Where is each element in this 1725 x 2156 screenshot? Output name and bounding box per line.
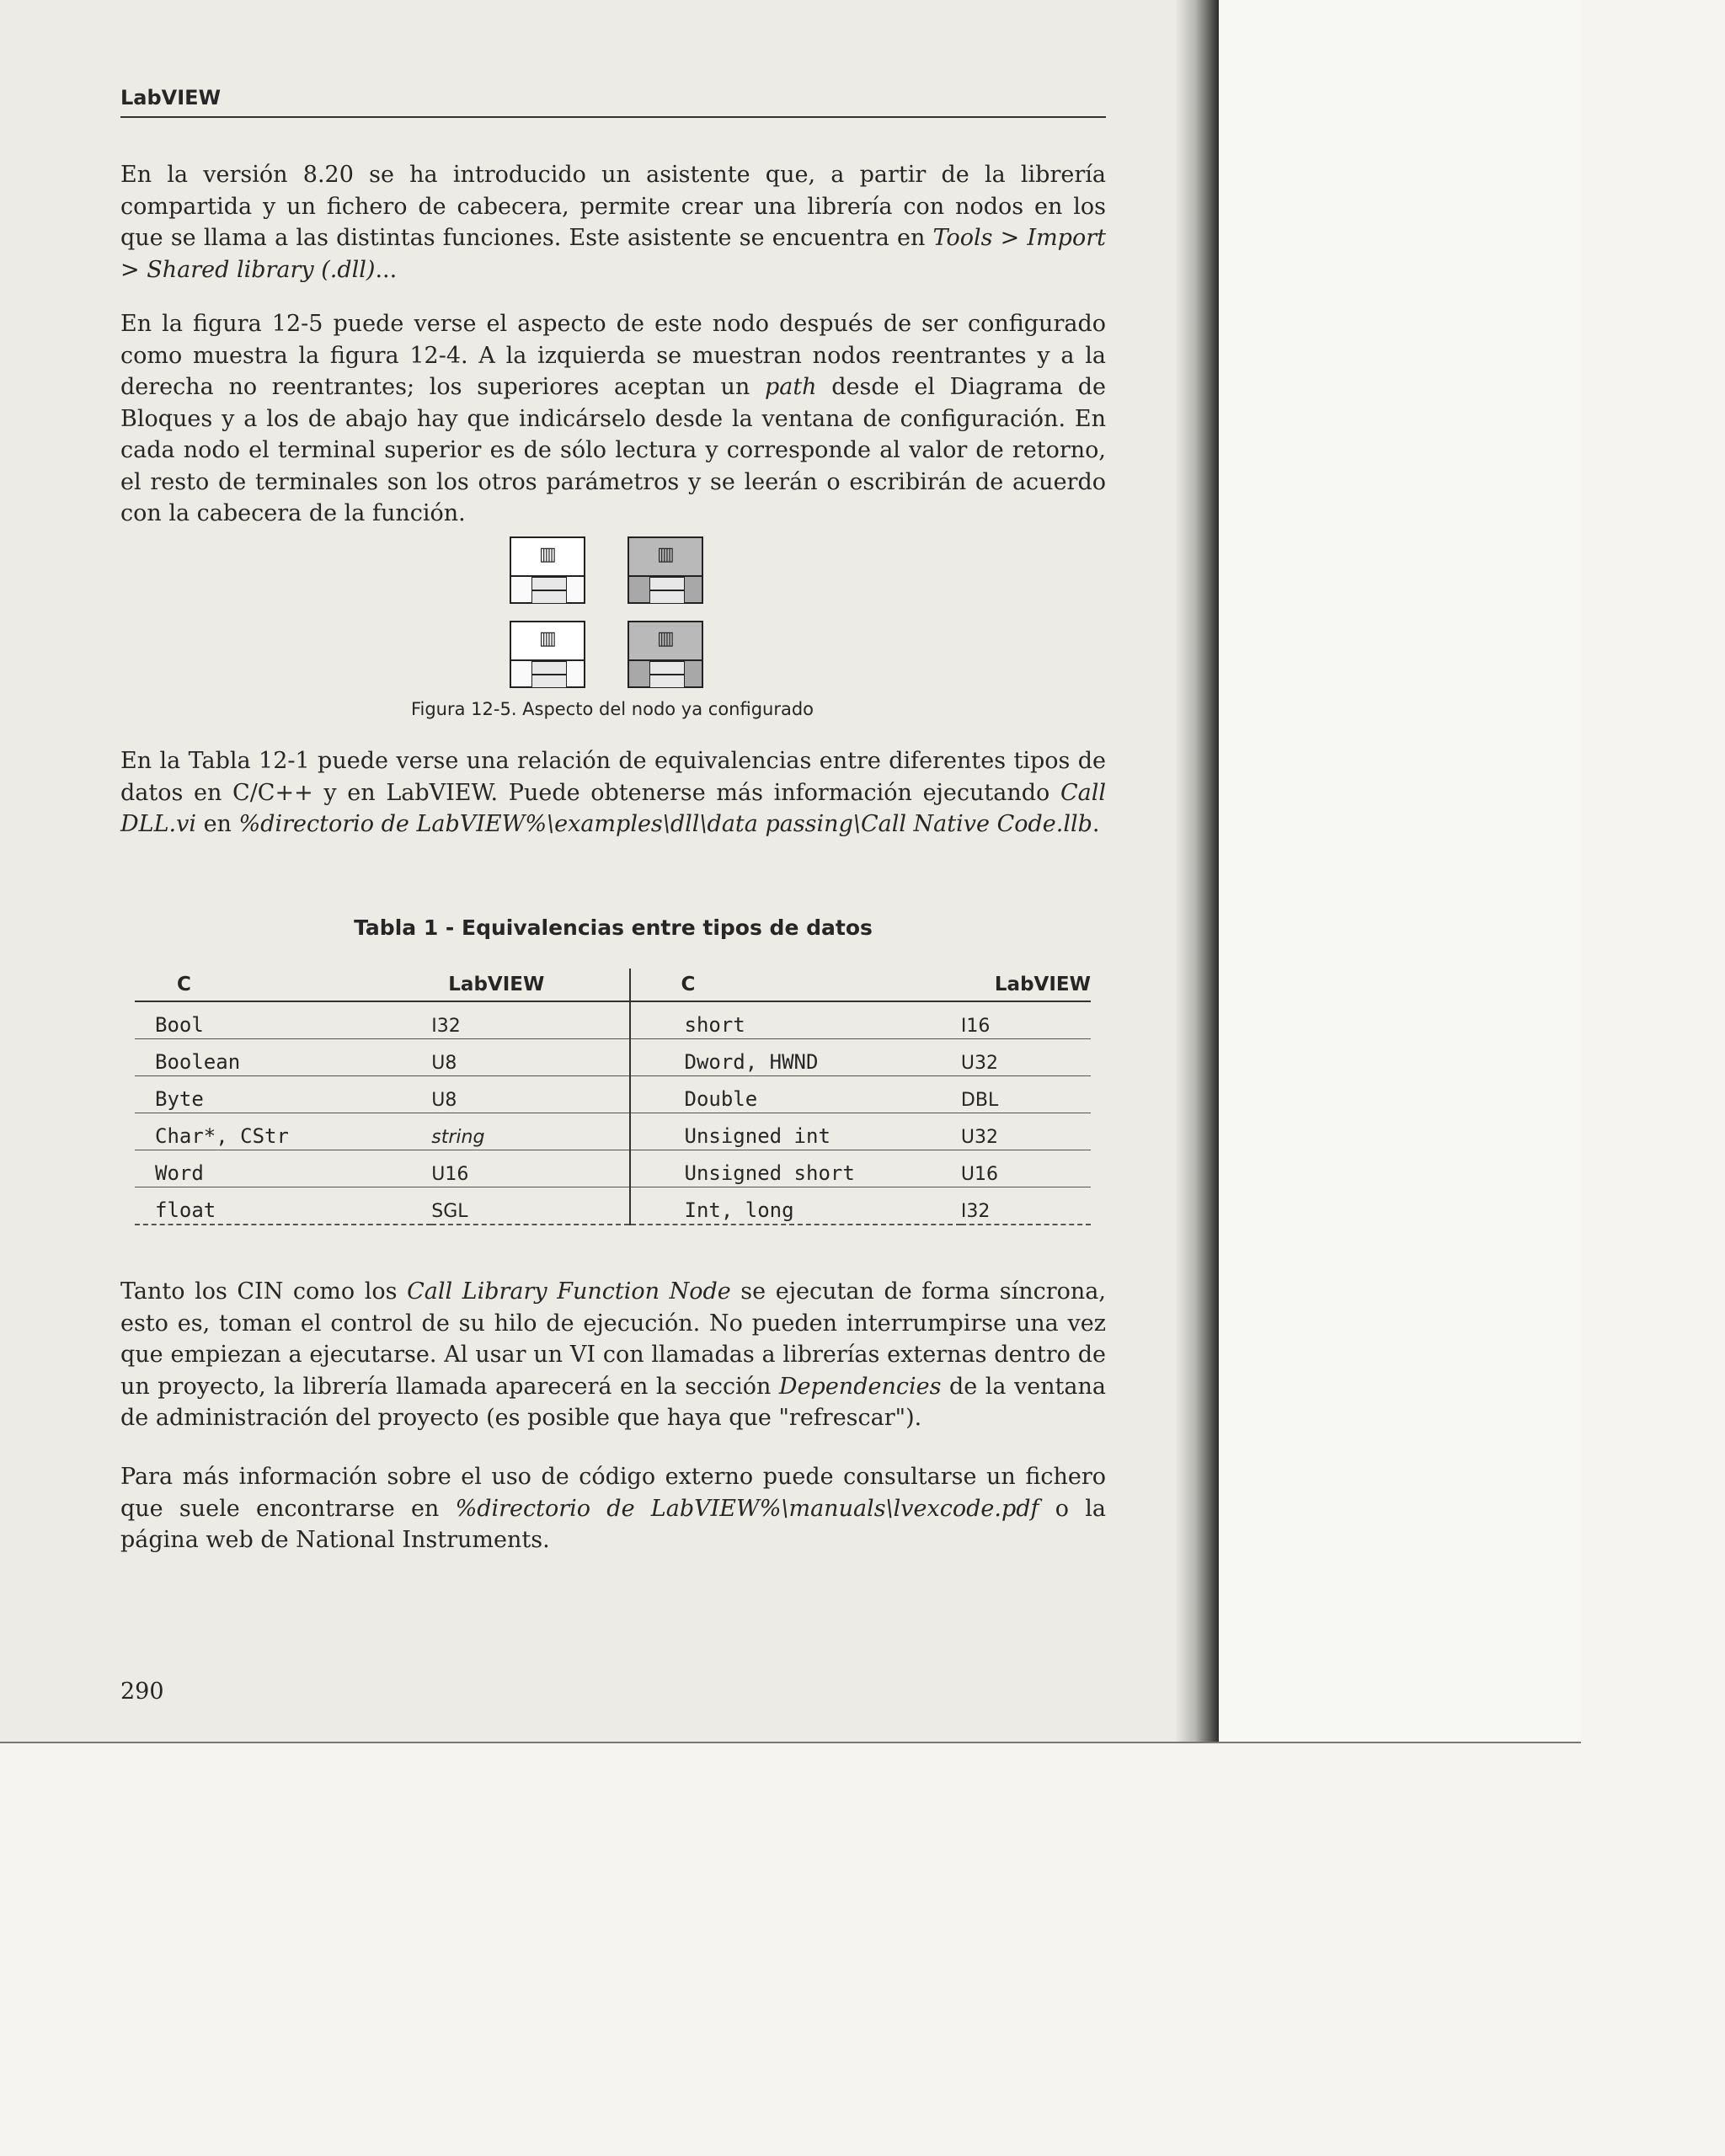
table-row	[135, 1001, 1091, 1039]
table-cell: Dword, HWND	[630, 1039, 961, 1076]
facing-page-edge	[1219, 0, 1581, 1742]
table-cell: Unsigned int	[630, 1113, 961, 1150]
table-cell: I16	[961, 1001, 1091, 1039]
header-c-left: C	[135, 969, 431, 1001]
table-title: Tabla 1 - Equivalencias entre tipos de datos	[354, 915, 873, 940]
table-cell: Word	[135, 1150, 431, 1187]
running-header: LabVIEW	[120, 86, 1106, 118]
table-cell: U32	[961, 1113, 1091, 1150]
paragraph-2: En la figura 12-5 puede verse el aspecto de este nodo después de ser configurado como muestra la figura 12-4. A la izquierda se muestran nodos reentrantes y a la derecha no reentrantes; los superiores aceptan un path desde el Diagrama de Bloques y a los de abajo hay que indicárselo desde la ventana de configuración. En cada nodo el terminal superior es de sólo lectura y corresponde al valor de retorno, el resto de terminales son los otros parámetros y se leerán o escribirán de acuerdo con la cabecera de la función.	[120, 311, 1106, 526]
paragraph-4: Tanto los CIN como los Call Library Function Node se ejecutan de forma síncrona, esto es, toman el control de su hilo de ejecución. No pueden interrumpirse una vez que empiezan a ejecutarse. Al usar un VI con llamadas a librerías externas dentro de un proyecto, la librería llamada aparecerá en la sección Dependencies de la ventana de administración del proyecto (es posible que haya que "refrescar").	[120, 1278, 1106, 1431]
dll-node-icon: ▥	[657, 544, 675, 565]
table-cell: Double	[630, 1076, 961, 1113]
header-labview-right: LabVIEW	[961, 969, 1091, 1001]
page-bottom-edge	[0, 1742, 1581, 1743]
table-cell: Int, long	[630, 1187, 961, 1225]
dll-node-icon: ▥	[657, 628, 675, 649]
header-labview-left: LabVIEW	[431, 969, 629, 1001]
node-nonreentrant-path	[628, 536, 703, 604]
table-cell: U8	[431, 1039, 629, 1076]
table-row	[135, 1039, 1091, 1076]
paragraph-3: En la Tabla 12-1 puede verse una relación de equivalencias entre diferentes tipos de datos en C/C++ y en LabVIEW. Puede obtenerse más información ejecutando Call DLL.vi en %directorio de LabVIEW%\examples\dll\data passing\Call Native Code.llb.	[120, 748, 1106, 837]
table-cell: Bool	[135, 1001, 431, 1039]
node-reentrant-path	[510, 536, 585, 604]
figure-caption: Figura 12-5. Aspecto del nodo ya configurado	[410, 699, 814, 719]
table-header-row	[135, 969, 1091, 1001]
paragraph-5: Para más información sobre el uso de código externo puede consultarse un fichero que suele encontrarse en %directorio de LabVIEW%\manuals\lvexcode.pdf o la página web de National Instruments.	[120, 1464, 1107, 1553]
table-cell: U16	[961, 1150, 1091, 1187]
equivalence-table	[135, 969, 1091, 1225]
table-cell: U8	[431, 1076, 629, 1113]
table-cell: float	[135, 1187, 431, 1225]
node-reentrant-config	[510, 621, 585, 688]
node-nonreentrant-config	[628, 621, 703, 688]
table-row	[135, 1113, 1091, 1150]
table-cell: U32	[961, 1039, 1091, 1076]
dll-node-icon: ▥	[539, 544, 557, 565]
table-cell: Unsigned short	[630, 1150, 961, 1187]
table-row	[135, 1187, 1091, 1225]
figure-12-5	[510, 536, 706, 688]
table-row	[135, 1150, 1091, 1187]
table-cell: Byte	[135, 1076, 431, 1113]
table-cell: Boolean	[135, 1039, 431, 1076]
table-row	[135, 1076, 1091, 1113]
table-cell: DBL	[961, 1076, 1091, 1113]
page-number: 290	[120, 1678, 164, 1705]
page-binding-shadow	[1175, 0, 1219, 1742]
table-cell: short	[630, 1001, 961, 1039]
table-cell: U16	[431, 1150, 629, 1187]
table-cell: I32	[431, 1001, 629, 1039]
table-cell: SGL	[431, 1187, 629, 1225]
paragraph-1: En la versión 8.20 se ha introducido un asistente que, a partir de la librería compartida y un fichero de cabecera, permite crear una librería con nodos en los que se llama a las distintas funciones. Este asistente se encuentra en Tools > Import > Shared library (.dll)...	[120, 162, 1106, 283]
table-cell: I32	[961, 1187, 1091, 1225]
table-cell: string	[431, 1113, 629, 1150]
header-c-right: C	[630, 969, 961, 1001]
dll-node-icon: ▥	[539, 628, 557, 649]
table-cell: Char*, CStr	[135, 1113, 431, 1150]
